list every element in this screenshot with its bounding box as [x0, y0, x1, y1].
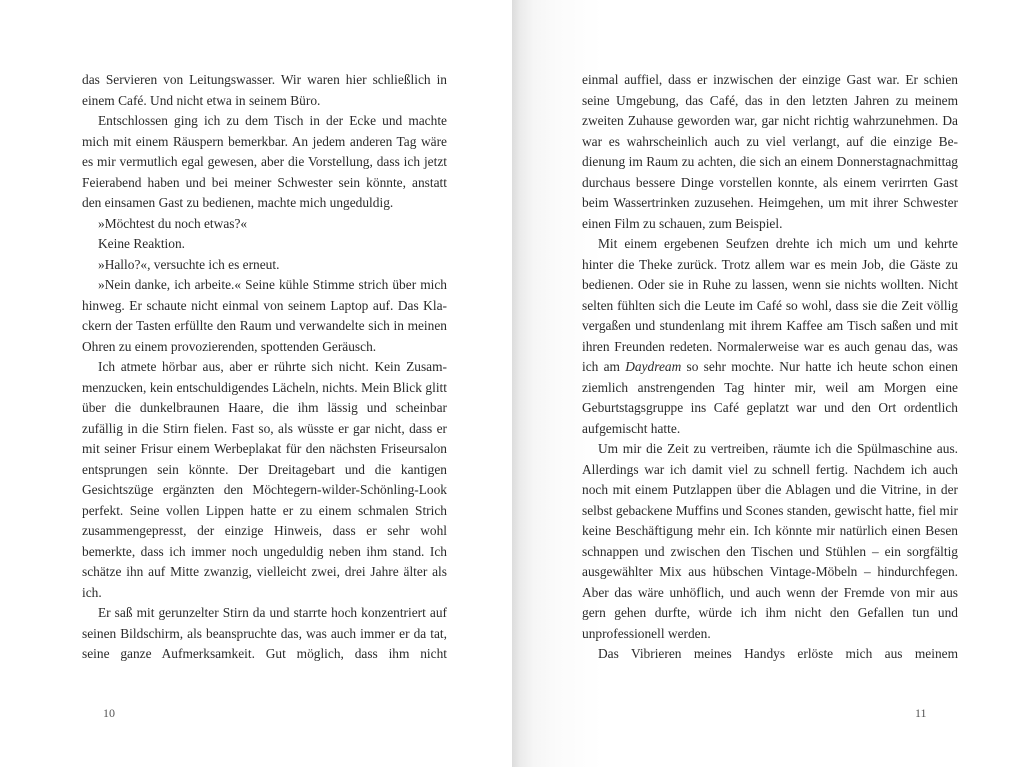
paragraph: Entschlossen ging ich zu dem Tisch in der Ecke und machte mich mit einem Räuspern bemerkbar. An jedem anderen Tag wäre es mir vermutlich egal gewesen, aber die Vorstellung, dass ich jetzt Feierabend haben und bei meiner Schwester sein könnte, anstatt den einsamen Gast zu bedienen, machte mich ungeduldig.	[82, 113, 447, 210]
paragraph-text: Mit einem ergebenen Seufzen drehte ich mich um und kehrte hinter die Theke zurück. Trotz allem war es mein Job, die Gäste zu bedienen. Oder sie in Ruhe zu lassen, wenn sie nichts wollten. Nicht selten fühlten sich die Leute im Café so wohl, dass sie die Zeit völlig vergaßen und stundenlang mit ihrem Kaffee am Tisch saßen und mit ihren Freunden redeten. Normalerweise war es auch genau das, was ich am	[582, 236, 958, 374]
paragraph: Keine Reaktion.	[98, 236, 186, 251]
paragraph: »Nein danke, ich arbeite.« Seine kühle Stimme strich über mich hinweg. Er schaute nicht einmal von seinem Laptop auf. Das Klackern der Tasten erfüllte den Raum und verwandelte sich in meinen Ohren zu einem provozierenden, spottenden Geräusch.	[82, 277, 447, 354]
left-page-text	[82, 70, 447, 665]
right-page-text	[582, 70, 958, 665]
right-page	[512, 0, 1024, 767]
paragraph: Er saß mit gerunzelter Stirn da und starrte hoch konzentriert auf seinen Bildschirm, als beanspruchte das, was auch immer er da tat, seine ganze Aufmerksamkeit. Gut möglich, dass ihm nicht	[82, 605, 447, 661]
paragraph: »Hallo?«, versuchte ich es erneut.	[98, 256, 280, 272]
paragraph: einmal auffiel, dass er inzwischen der einzige Gast war. Er schien seine Umgebung, das Café, das in den letzten Jahren zu meinem zweiten Zuhause geworden war, gar nicht richtig wahrzunehmen. Da war es wahrscheinlich auch zu viel verlangt, auf die einzige Bedienung im Raum zu achten, die sich an einem Donnerstagnachmittag durchaus bessere Dinge vorstellen konnte, als einem verirrten Gast beim Wassertrinken zuzusehen. Heimgehen, um mit ihrer Schwester einen Film zu schauen, zum Beispiel.	[582, 72, 958, 231]
paragraph: Um mir die Zeit zu vertreiben, räumte ich die Spülmaschine aus. Allerdings war ich damit viel zu schnell fertig. Nachdem ich auch noch mit einem Putzlappen über die Ablagen und die Vitrine, in der selbst gebackene Muffins und Scones standen, gewischt hatte, fiel mir keine Beschäftigung mehr ein. Ich könnte mir natürlich einen Besen schnappen und zwischen den Tischen und Stühlen – ein sorgfältig ausgewählter Mix aus hübschen Vintage-Möbeln – hindurchfegen. Aber das wäre unhöflich, und auch wenn der Fremde von mir aus gern gehen durfte, würde ich ihm nicht den Gefallen tun und unprofessionell werden.	[582, 441, 958, 641]
paragraph	[582, 234, 958, 439]
page-number: 10	[103, 706, 115, 720]
paragraph: Das Vibrieren meines Handys erlöste mich aus meinem	[598, 646, 958, 661]
paragraph: das Servieren von Leitungswasser. Wir waren hier schließlich in einem Café. Und nicht etwa in seinem Büro.	[82, 72, 447, 108]
cafe-name: Daydream	[625, 359, 682, 374]
page-number: 11	[915, 706, 927, 720]
paragraph: Ich atmete hörbar aus, aber er rührte sich nicht. Kein Zusammenzucken, kein entschuldigendes Lächeln, nichts. Mein Blick glitt über die dunkelbraunen Haare, die ihm lässig und scheinbar zufällig in die Stirn fielen. Fast so, als wüsste er gar nicht, dass er mit seiner Frisur einem Werbeplakat für den nächsten Friseursalon entsprungen sein könnte. Der Dreitagebart und die kantigen Gesichtszüge ergänzten den Möchtegern-wilder-Schönling-Look perfekt. Seine vollen Lippen hatte er zu einem schmalen Strich zusammengepresst, der einzige Hinweis, dass er sehr wohl bemerkte, dass ich immer noch ungeduldig neben ihm stand. Ich schätze ihn auf Mitte zwanzig, vielleicht zwei, drei Jahre älter als ich.	[82, 359, 447, 600]
paragraph: »Möchtest du noch etwas?«	[98, 215, 248, 231]
paragraph-text: so sehr mochte. Nur hatte ich heute schon einen ziemlich anstrengenden Tag hinter mir, weil am Morgen eine Geburtstagsgruppe ins Café geplatzt war und den Ort ordentlich aufgemischt hatte.	[582, 359, 958, 436]
